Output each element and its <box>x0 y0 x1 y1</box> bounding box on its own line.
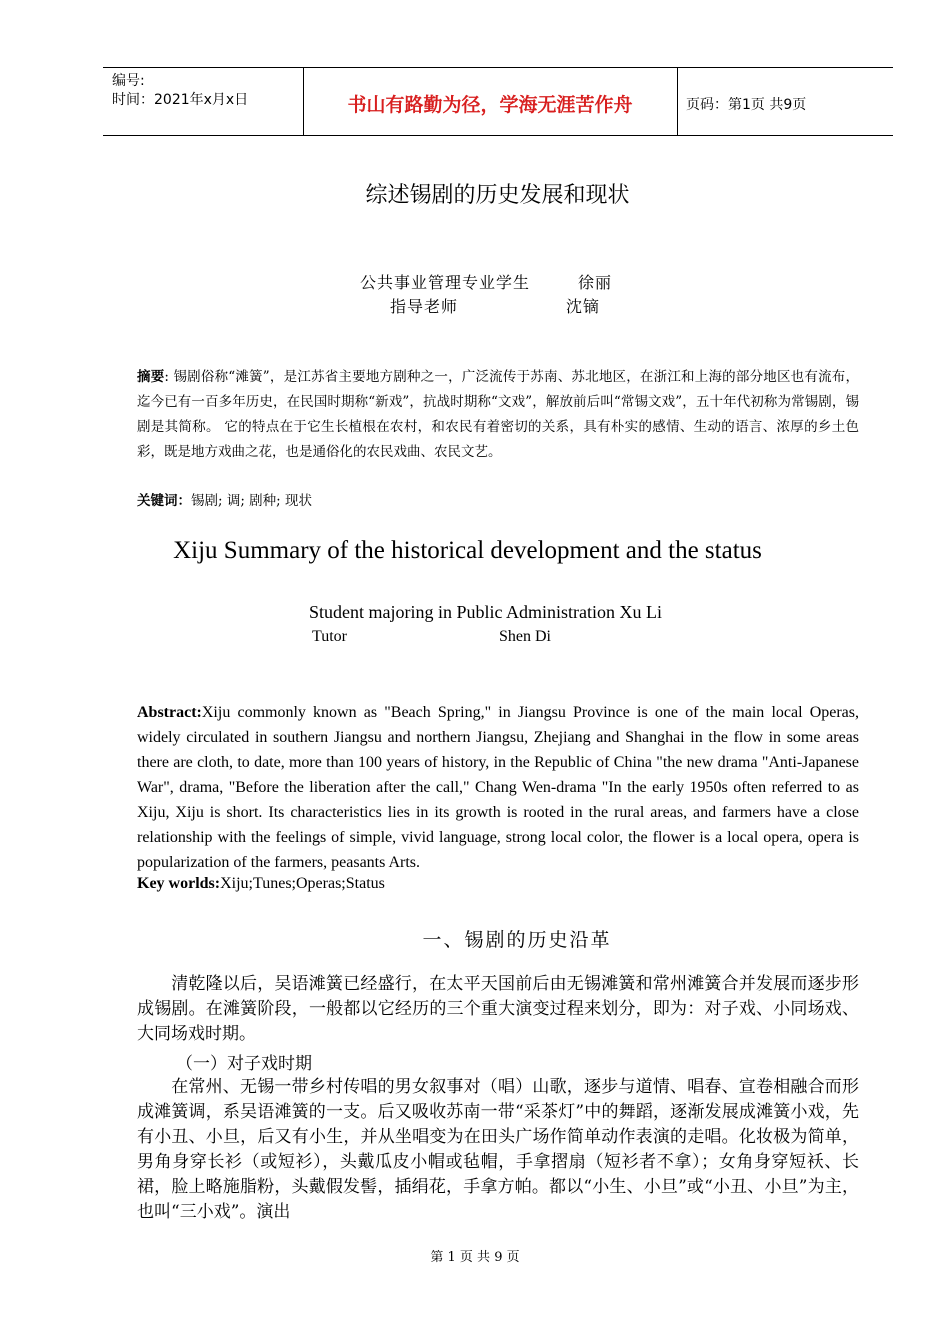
paragraph-2-text: 在常州、无锡一带乡村传唱的男女叙事对（唱）山歌，逐步与道情、唱春、宣卷相融合而形成滩簧调，系吴语滩簧的一支。后又吸收苏南一带“采茶灯”中的舞蹈，逐渐发展成滩簧小戏，先有小丑、小旦，后又有小生，并从坐唱变为在田头广场作简单动作表演的走唱。化妆极为简单，男角身穿长衫（或短衫），头戴瓜皮小帽或毡帽，手拿摺扇（短衫者不拿）；女角身穿短袄、长裙，脸上略施脂粉，头戴假发髻，插绢花，手拿方帕。都以“小生、小旦”或“小丑、小旦”为主，也叫“三小戏”。演出 <box>137 1077 859 1222</box>
header-motto: 书山有路勤为径，学海无涯苦作舟 <box>347 94 633 116</box>
header-bottom-rule <box>103 135 893 136</box>
keywords-en-label: Key worlds: <box>137 875 221 892</box>
body-paragraph-1 <box>137 972 859 1047</box>
advisor-english-role: Tutor <box>312 628 347 645</box>
abstract-label: 摘要 <box>137 369 165 385</box>
author-chinese <box>360 270 612 293</box>
header-top-rule <box>103 67 893 68</box>
header-meta <box>112 72 248 110</box>
header-divider-right <box>677 67 678 135</box>
author-english: Student majoring in Public Administration Xu Li <box>309 602 662 622</box>
advisor-english-name: Shen Di <box>499 628 551 645</box>
document-number-label: 编号: <box>112 73 145 89</box>
keywords-english <box>137 875 385 893</box>
abstract-text: : 锡剧俗称“滩簧”，是江苏省主要地方剧种之一，广泛流传于苏南、苏北地区，在浙江和上海的部分地区也有流布，迄今已有一百多年历史，在民国时期称“新戏”，抗战时期称“文戏”，解放前后叫“常锡文戏”，五十年代初称为常锡剧，锡剧是其简称。 它的特点在于它生长植根在农村，和农民有着密切的关系，具有朴实的感情、生动的语言、浓厚的乡土色彩，既是地方戏曲之花，也是通俗化的农民戏曲、农民文艺。 <box>137 369 859 460</box>
author-role: 公共事业管理专业学生 <box>360 273 531 292</box>
page-footer: 第 1 页 共 9 页 <box>430 1250 520 1265</box>
document-date: 时间：2021年x月x日 <box>112 92 249 108</box>
keywords-chinese <box>137 490 859 512</box>
abstract-en-text: Xiju commonly known as "Beach Spring," in Jiangsu Province is one of the main local Operas, widely circulated in southern Jiangsu and northern Jiangsu, Zhejiang and Shanghai in the flow in some areas there are cloth, to date, more than 100 years of history, in the Republic of China "the new drama "Anti-Japanese War", drama, "Before the liberation after the call," Chang Wen-drama "In the early 1950s often referred to as Xiju, Xiju is short. Its characteristics lies in its growth is rooted in the rural areas, and farmers have a close relationship with the feelings of simple, vivid language, strong local color, the flower is a local opera, opera is popularization of the farmers, peasants Arts. <box>137 704 859 871</box>
abstract-english <box>137 700 859 875</box>
paragraph-1-text: 清乾隆以后，吴语滩簧已经盛行，在太平天国前后由无锡滩簧和常州滩簧合并发展而逐步形成锡剧。在滩簧阶段，一般都以它经历的三个重大演变过程来划分，即为：对子戏、小同场戏、大同场戏时期。 <box>137 974 859 1044</box>
header-page-info: 页码：第1页 共9页 <box>686 97 807 113</box>
advisor-name: 沈镝 <box>566 297 601 316</box>
keywords-label: 关键词： <box>137 493 191 509</box>
keywords-text: 锡剧; 调; 剧种; 现状 <box>191 493 313 509</box>
author-name: 徐丽 <box>578 273 613 292</box>
subheading-1: （一）对子戏时期 <box>176 1054 312 1074</box>
abstract-chinese <box>137 365 859 465</box>
advisor-chinese <box>390 294 600 317</box>
title-english: Xiju Summary of the historical development and the status <box>173 537 762 564</box>
title-chinese: 综述锡剧的历史发展和现状 <box>365 183 630 208</box>
section-heading: 一、锡剧的历史沿革 <box>422 929 612 951</box>
abstract-en-label: Abstract: <box>137 704 202 721</box>
keywords-en-text: Xiju;Tunes;Operas;Status <box>220 875 385 892</box>
body-paragraph-2 <box>137 1075 859 1225</box>
advisor-role: 指导老师 <box>390 297 459 316</box>
